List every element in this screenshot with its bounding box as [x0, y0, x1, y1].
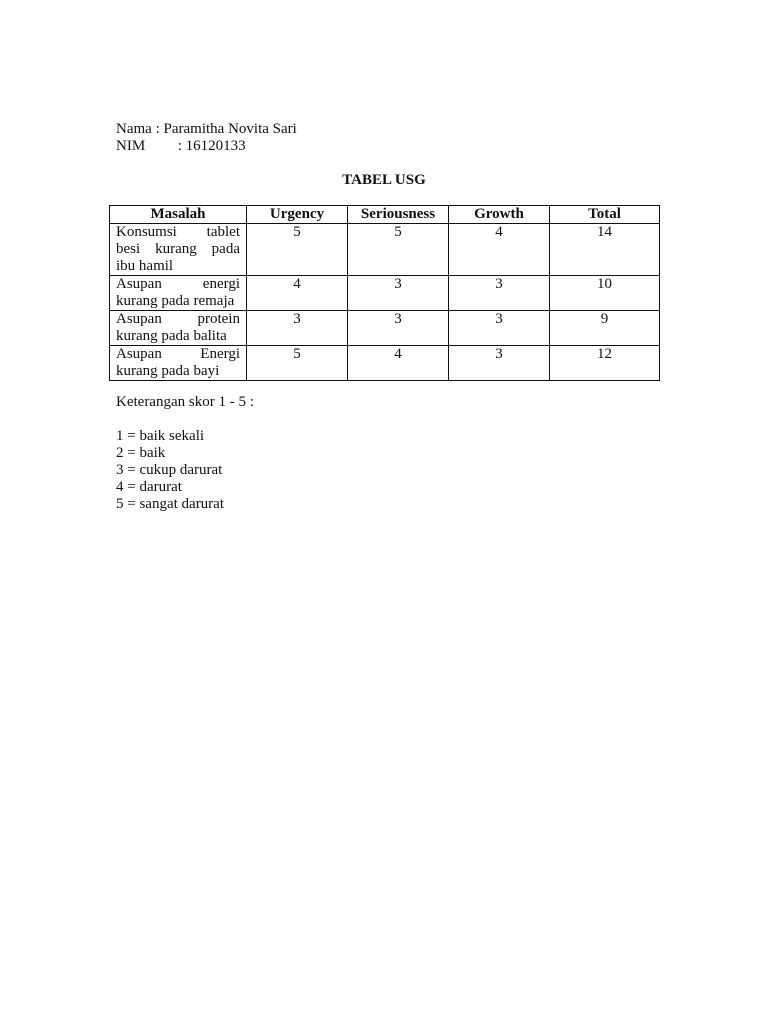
cell-growth: 3: [449, 311, 550, 346]
cell-urgency: 3: [247, 311, 348, 346]
table-row: [110, 311, 660, 346]
cell-seriousness: 5: [348, 224, 449, 276]
score-legend: [116, 394, 254, 513]
legend-item: 4 = darurat: [116, 479, 182, 495]
name-value: Paramitha Novita Sari: [163, 121, 297, 137]
legend-title: Keterangan skor 1 - 5 :: [116, 394, 254, 410]
table-header-row: [110, 206, 660, 224]
table-title: TABEL USG: [342, 172, 426, 188]
header-masalah: Masalah: [110, 206, 247, 224]
name-row: [116, 121, 297, 138]
name-separator: :: [155, 121, 160, 137]
header-total: Total: [550, 206, 660, 224]
header-urgency: Urgency: [247, 206, 348, 224]
legend-item: 3 = cukup darurat: [116, 462, 223, 478]
nim-label: NIM: [116, 138, 146, 154]
legend-item: 1 = baik sekali: [116, 428, 205, 444]
student-info: [116, 121, 297, 155]
nim-separator: :: [177, 138, 182, 154]
usg-table: [109, 205, 660, 381]
cell-masalah: Asupan energi kurang pada remaja: [110, 276, 247, 311]
cell-growth: 3: [449, 346, 550, 381]
header-seriousness: Seriousness: [348, 206, 449, 224]
cell-total: 12: [550, 346, 660, 381]
legend-item: 5 = sangat darurat: [116, 496, 225, 512]
name-label: Nama: [116, 121, 152, 137]
cell-urgency: 4: [247, 276, 348, 311]
nim-row: [116, 138, 297, 155]
table-row: [110, 224, 660, 276]
cell-seriousness: 3: [348, 276, 449, 311]
cell-total: 14: [550, 224, 660, 276]
cell-urgency: 5: [247, 224, 348, 276]
cell-growth: 4: [449, 224, 550, 276]
cell-seriousness: 4: [348, 346, 449, 381]
nim-value: 16120133: [185, 138, 246, 154]
table-row: [110, 276, 660, 311]
table-row: [110, 346, 660, 381]
cell-masalah: Asupan protein kurang pada balita: [110, 311, 247, 346]
legend-item: 2 = baik: [116, 445, 166, 461]
header-growth: Growth: [449, 206, 550, 224]
cell-total: 10: [550, 276, 660, 311]
cell-growth: 3: [449, 276, 550, 311]
cell-seriousness: 3: [348, 311, 449, 346]
cell-masalah: Asupan Energi kurang pada bayi: [110, 346, 247, 381]
cell-urgency: 5: [247, 346, 348, 381]
cell-masalah: Konsumsi tablet besi kurang pada ibu hamil: [110, 224, 247, 276]
cell-total: 9: [550, 311, 660, 346]
